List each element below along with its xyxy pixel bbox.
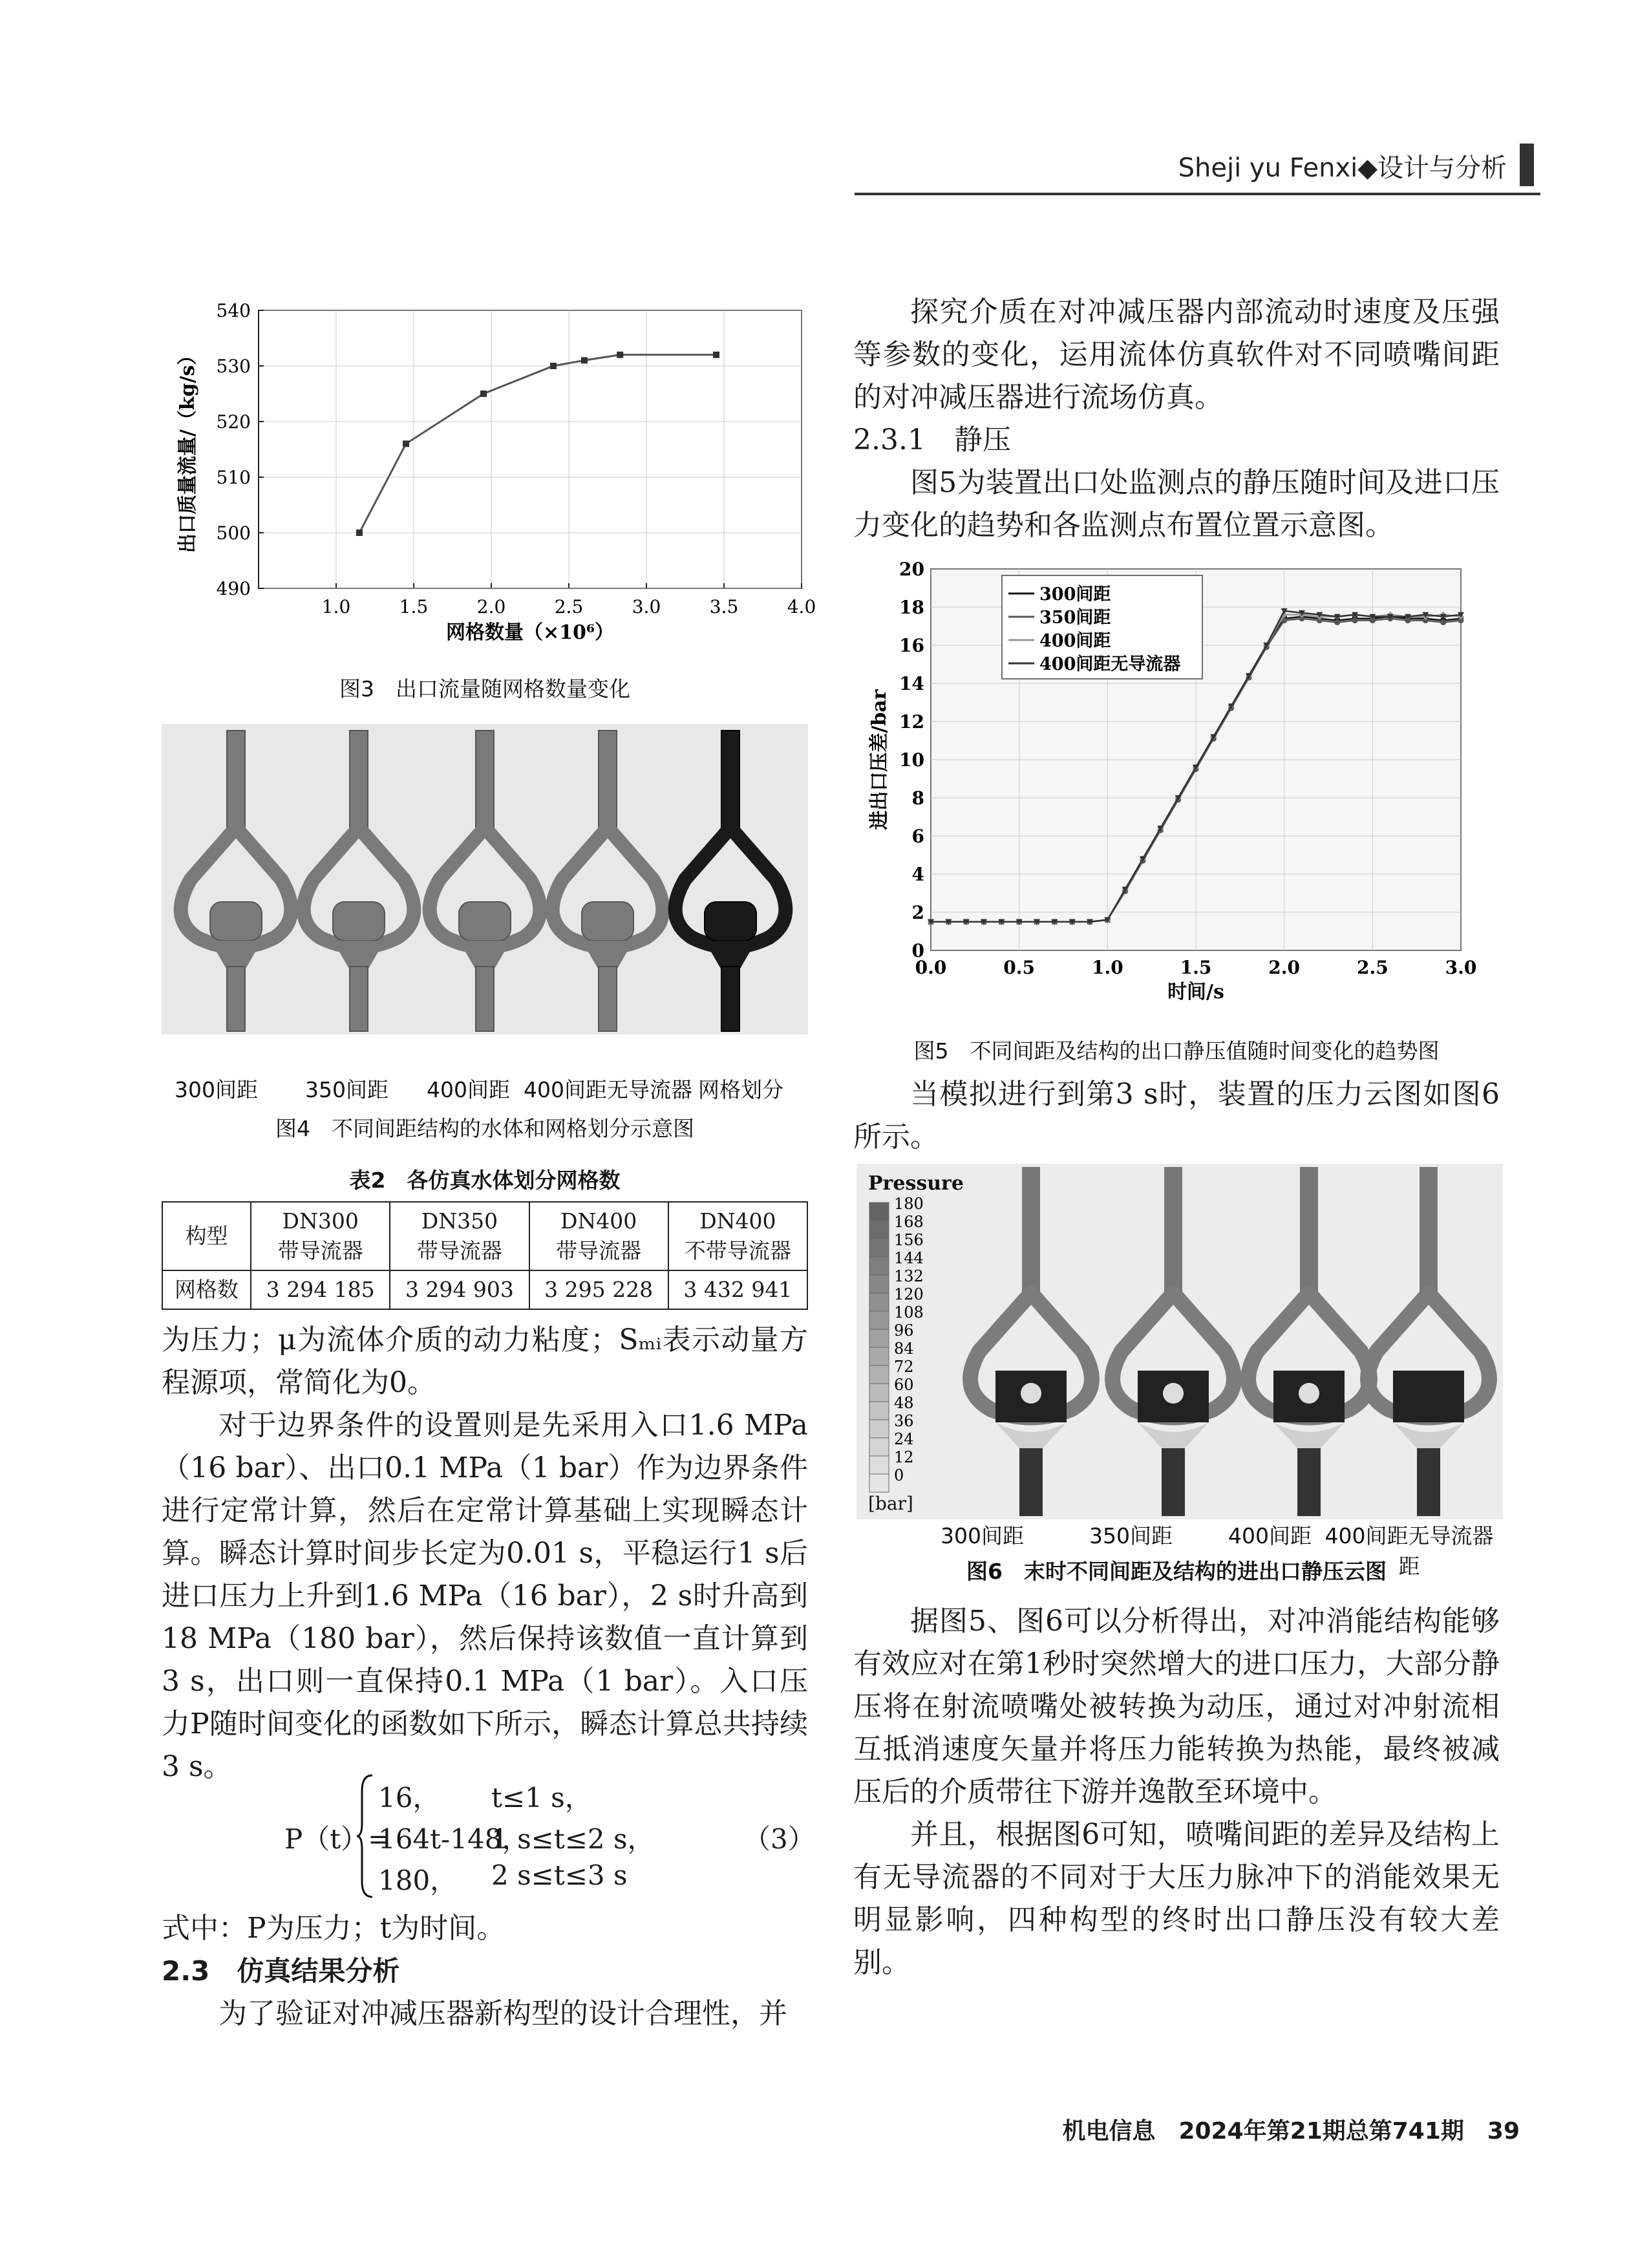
fig6-legend-swatch (869, 1474, 889, 1492)
table-header-config: 构型 (162, 1202, 251, 1270)
fig5-y-tick-label: 14 (899, 673, 924, 694)
running-header: Sheji yu Fenxi◆设计与分析 (1178, 153, 1507, 183)
right-body-1 (853, 291, 1500, 547)
equation-case-1-range: t≤1 s， (491, 1782, 592, 1813)
fig6-legend-unit: [bar] (868, 1493, 913, 1514)
equation-brace (356, 1771, 375, 1901)
fig6-label-350: 350间距 (1089, 1523, 1173, 1548)
fig5-data-point (1352, 617, 1358, 623)
fig6-outlet-pipe (1417, 1448, 1440, 1516)
fig6-legend-value: 120 (894, 1285, 924, 1303)
table-header-col: DN400 带导流器 (529, 1202, 668, 1270)
table-cell: 3 294 903 (390, 1270, 529, 1309)
fig6-legend-swatch (869, 1365, 889, 1384)
fig6-label-400-noguide: 400间距无导流器距 (1325, 1523, 1494, 1579)
fig6-legend-value: 168 (894, 1213, 924, 1231)
fig3-data-point (713, 352, 719, 358)
table-cell: 3 295 228 (529, 1270, 668, 1309)
fig3-y-tick-label: 510 (216, 467, 251, 488)
right-paragraph-3: 当模拟进行到第3 s时，装置的压力云图如图6所示。 (853, 1078, 1500, 1153)
fig5-y-tick-label: 8 (911, 787, 924, 809)
table-header-col: DN300 带导流器 (251, 1202, 390, 1270)
fig6-legend-value: 84 (894, 1340, 914, 1358)
fig6-nozzle-highlight (1299, 1383, 1319, 1404)
fig6-contour (856, 1164, 1503, 1519)
fig6-legend-value: 180 (894, 1195, 924, 1213)
fig3-y-axis-label: 出口质量流量/（kg/s） (176, 345, 199, 553)
right-body-3 (853, 1600, 1500, 1984)
fig6-legend-swatch (869, 1438, 889, 1456)
equation-case-1-value: 16， (378, 1782, 440, 1813)
fig5-y-tick-label: 16 (899, 635, 924, 656)
fig4-labels (162, 1073, 808, 1102)
fig5-y-tick-label: 12 (899, 711, 924, 733)
left-paragraph-3: 式中：P为压力；t为时间。 (162, 1912, 505, 1945)
table-row (162, 1270, 807, 1309)
fig6-legend-value: 72 (894, 1358, 914, 1376)
fig6-inlet-pipe (1164, 1167, 1182, 1296)
fig4-outlet-pipe (721, 967, 739, 1031)
fig4-chamber (210, 902, 262, 941)
fig6-legend-value: 0 (894, 1466, 904, 1484)
fig6-inlet-pipe (1300, 1167, 1318, 1296)
fig6-legend-swatch (869, 1203, 889, 1221)
fig6-legend-value: 60 (894, 1376, 914, 1394)
fig6-legend-value: 12 (894, 1448, 914, 1466)
fig3-data-point (550, 363, 557, 369)
right-paragraph-4: 据图5、图6可以分析得出，对冲消能结构能够有效应对在第1秒时突然增大的进口压力，大部分静压将在射流喷嘴处被转换为动压，通过对冲射流相互抵消速度矢量并将压力能转换为热能，最终被减压后的介质带往下游并逸散至环境中。 (853, 1605, 1500, 1808)
fig4-schematic (162, 724, 808, 1073)
fig6-label-400: 400间距 (1228, 1523, 1312, 1548)
table-header-col: DN400 不带导流器 (668, 1202, 807, 1270)
fig5-x-tick-label: 1.5 (1180, 957, 1212, 978)
fig5-x-tick-label: 2.5 (1356, 957, 1388, 978)
fig6-legend-swatch (869, 1402, 889, 1420)
fig6-legend-value: 48 (894, 1394, 914, 1412)
fig6-legend-swatch (869, 1347, 889, 1365)
fig5-data-point (1440, 619, 1446, 625)
fig4-outlet-pipe (599, 967, 617, 1031)
right-paragraph-2: 图5为装置出口处监测点的静压随时间及进口压力变化的趋势和各监测点布置位置示意图。 (853, 466, 1500, 542)
fig6-legend-value: 36 (894, 1412, 914, 1430)
fig5-y-tick-label: 6 (911, 826, 924, 847)
fig4-label-350: 350间距 (305, 1077, 388, 1102)
fig6-legend-swatch (869, 1384, 889, 1402)
right-paragraph-5: 并且，根据图6可知，喷嘴间距的差异及结构上有无导流器的不同对于大压力脉冲下的消能效果无明显影响，四种构型的终时出口静压没有较大差别。 (853, 1818, 1500, 1979)
fig6-inlet-pipe (1420, 1167, 1438, 1296)
fig6-outlet-pipe (1019, 1448, 1043, 1516)
fig6-legend-value: 96 (894, 1321, 914, 1340)
fig3-caption: 图3 出口流量随网格数量变化 (339, 676, 630, 701)
fig3-chart (162, 291, 816, 653)
table-row-label: 网格数 (162, 1270, 251, 1309)
fig6-legend-swatch (869, 1293, 889, 1311)
fig4-inlet-pipe (350, 731, 368, 828)
fig5-y-axis-label: 进出口压差/bar (868, 689, 891, 830)
fig5-legend-label: 350间距 (1039, 608, 1111, 628)
table-cell: 3 294 185 (251, 1270, 390, 1309)
fig3-x-tick-label: 2.0 (476, 596, 506, 617)
right-paragraph-1: 探究介质在对冲减压器内部流动时速度及压强等参数的变化，运用流体仿真软件对不同喷嘴间距的对冲减压器进行流场仿真。 (853, 295, 1500, 414)
header-rule (855, 193, 1540, 195)
table-cell: 3 432 941 (668, 1270, 807, 1309)
fig6-legend-value: 132 (894, 1267, 924, 1285)
fig5-y-tick-label: 0 (911, 940, 924, 961)
left-paragraph-4: 为了验证对冲减压器新构型的设计合理性，并 (218, 1997, 787, 2030)
fig4-caption: 图4 不同间距结构的水体和网格划分示意图 (275, 1116, 694, 1141)
fig6-label-300: 300间距 (941, 1523, 1024, 1548)
fig3-y-tick-label: 540 (216, 300, 251, 321)
fig5-chart (860, 556, 1506, 1022)
fig6-legend-swatch (869, 1275, 889, 1293)
fig5-x-tick-label: 3.0 (1445, 957, 1477, 978)
fig6-outlet-pipe (1162, 1448, 1185, 1516)
equation-case-3-value: 180， (378, 1865, 458, 1896)
section-heading-2-3: 2.3 仿真结果分析 (162, 1955, 400, 1987)
fig6-caption: 图6 末时不同间距及结构的进出口静压云图 (966, 1559, 1387, 1584)
fig6-legend-swatch (869, 1311, 889, 1329)
table-header-col: DN350 带导流器 (390, 1202, 529, 1270)
fig5-legend-label: 300间距 (1039, 584, 1111, 604)
fig5-data-point (1334, 619, 1340, 625)
fig4-outlet-pipe (350, 967, 368, 1031)
fig3-x-tick-label: 2.5 (554, 596, 584, 617)
table2-caption: 表2 各仿真水体划分网格数 (349, 1168, 621, 1193)
fig4-chamber (582, 902, 633, 941)
fig3-y-tick-label: 500 (216, 522, 251, 544)
fig6-legend-value: 108 (894, 1303, 924, 1321)
equation-lhs: P（t）= (284, 1823, 391, 1855)
fig3-x-tick-label: 1.5 (399, 596, 429, 617)
fig6-legend-swatch (869, 1239, 889, 1257)
table-row (162, 1202, 807, 1270)
equation-number: （3） (743, 1823, 815, 1855)
fig4-inlet-pipe (476, 731, 494, 828)
equation-case-2-range: 1 s≤t≤2 s， (491, 1823, 655, 1855)
fig5-y-tick-label: 4 (911, 864, 924, 885)
fig3-y-tick-label: 490 (216, 578, 251, 599)
fig3-data-point (356, 530, 363, 536)
fig5-y-tick-label: 20 (899, 559, 924, 580)
fig6-legend-swatch (869, 1221, 889, 1239)
fig6-nozzle-highlight (1021, 1383, 1041, 1404)
fig3-plot-area (259, 310, 802, 588)
right-body-2 (853, 1073, 1500, 1159)
fig4-inlet-pipe (599, 731, 617, 828)
fig5-legend-label: 400间距无导流器 (1039, 654, 1181, 674)
fig6-nozzle-highlight (1163, 1383, 1184, 1404)
fig6-outlet-pipe (1297, 1448, 1321, 1516)
fig5-y-tick-label: 18 (899, 597, 924, 618)
fig3-x-axis-label: 网格数量（×10⁶） (445, 621, 615, 644)
table2 (162, 1201, 808, 1310)
fig6-inlet-pipe (1022, 1167, 1040, 1296)
fig6-chamber (1393, 1371, 1464, 1422)
fig3-data-point (581, 357, 588, 363)
fig6-legend-swatch (869, 1329, 889, 1347)
fig3-data-point (480, 390, 487, 397)
header-bar (1520, 144, 1534, 186)
fig6-legend-swatch (869, 1420, 889, 1438)
fig3-x-tick-label: 3.0 (632, 596, 661, 617)
fig6-legend-swatch (869, 1456, 889, 1474)
fig4-chamber (459, 902, 511, 941)
fig6-legend-title: Pressure (868, 1172, 964, 1195)
fig4-inlet-pipe (227, 731, 245, 828)
fig3-data-point (403, 440, 409, 447)
fig6-legend-value: 144 (894, 1249, 924, 1267)
fig3-x-tick-label: 3.5 (709, 596, 739, 617)
fig5-y-tick-label: 2 (911, 902, 924, 923)
equation-case-2-value: 164t-148， (378, 1823, 529, 1855)
fig3-data-point (617, 352, 623, 358)
subsection-heading-2-3-1: 2.3.1 静压 (853, 423, 1011, 456)
fig4-label-400: 400间距 (427, 1077, 510, 1102)
fig5-x-tick-label: 0.0 (915, 957, 947, 978)
left-paragraph-1: 为压力；μ为流体介质的动力粘度；Sₘᵢ表示动量方程源项，常简化为0。 (162, 1323, 808, 1399)
fig5-x-tick-label: 1.0 (1091, 957, 1123, 978)
fig3-y-tick-label: 530 (216, 356, 251, 377)
fig3-x-tick-label: 4.0 (787, 596, 816, 617)
fig4-inlet-pipe (721, 731, 739, 828)
fig6-legend-swatch (869, 1257, 889, 1275)
fig5-caption: 图5 不同间距及结构的出口静压值随时间变化的趋势图 (913, 1038, 1440, 1064)
fig4-chamber (705, 902, 756, 941)
fig3-x-tick-label: 1.0 (321, 596, 351, 617)
equation-case-3-range: 2 s≤t≤3 s (491, 1859, 628, 1891)
fig5-x-axis-label: 时间/s (1167, 981, 1224, 1003)
fig4-label-mesh: 网格划分 (698, 1077, 783, 1102)
fig6-legend-value: 156 (894, 1231, 924, 1249)
fig5-legend-label: 400间距 (1039, 631, 1111, 651)
fig5-x-tick-label: 0.5 (1003, 957, 1036, 978)
fig3-y-tick-label: 520 (216, 411, 251, 433)
left-paragraph-2: 对于边界条件的设置则是先采用入口1.6 MPa（16 bar）、出口0.1 MPa（1 bar）作为边界条件进行定常计算，然后在定常计算基础上实现瞬态计算。瞬态计算时间步长定为0.01 s，平稳运行1 s后进口压力上升到1.6 MPa（16 bar），2 s时升高到18 MPa（180 bar），然后保持该数值一直计算到3 s，出口则一直保持0.1 MPa（1 bar）。入口压力P随时间变化的函数如下所示，瞬态计算总共持续3 s。 (162, 1409, 808, 1783)
fig5-x-tick-label: 2.0 (1268, 957, 1301, 978)
left-body-2 (162, 1907, 808, 2035)
fig4-outlet-pipe (227, 967, 245, 1031)
left-body (162, 1319, 808, 1788)
fig4-chamber (333, 902, 385, 941)
fig6-legend-value: 24 (894, 1430, 914, 1448)
page-footer: 机电信息 2024年第21期总第741期 39 (1062, 2118, 1520, 2145)
fig4-label-300: 300间距 (175, 1077, 258, 1102)
equation-3 (162, 1771, 815, 1901)
fig5-y-tick-label: 10 (899, 749, 924, 771)
fig4-outlet-pipe (476, 967, 494, 1031)
fig4-label-400-noguide: 400间距无导流器 (524, 1077, 692, 1102)
